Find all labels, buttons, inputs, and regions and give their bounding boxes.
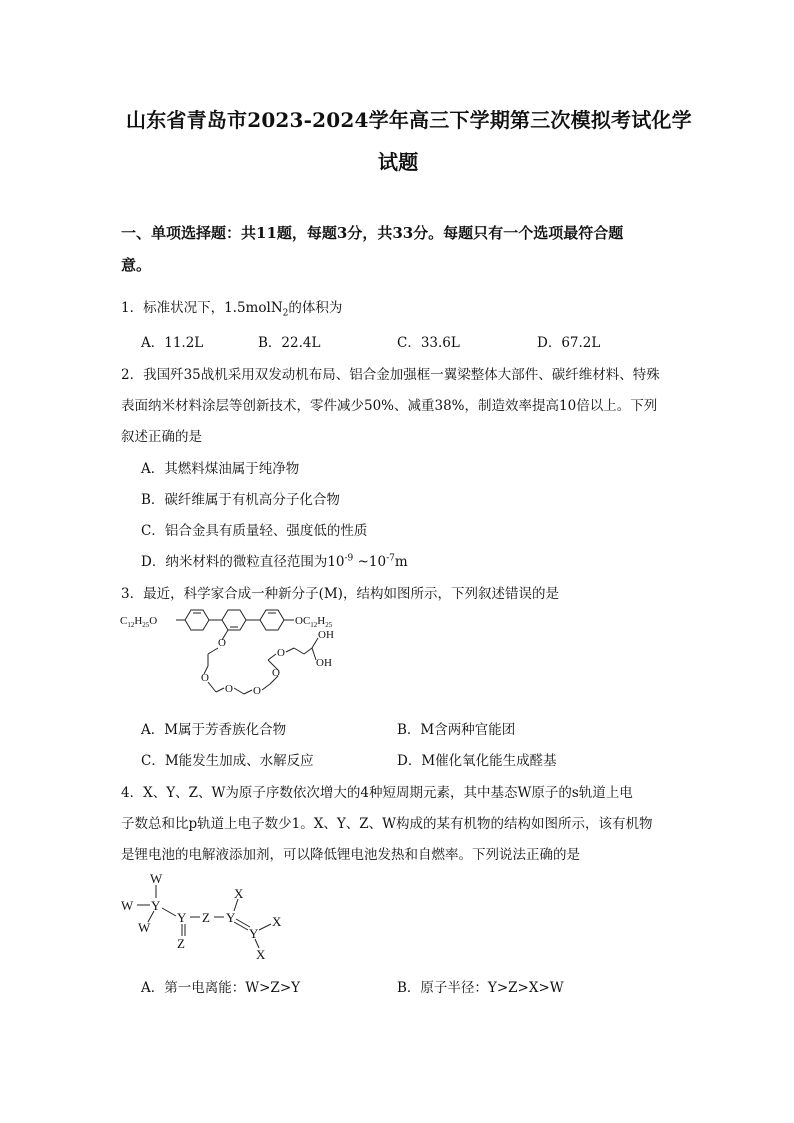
question-2-option-b: B．碳纤维属于有机高分子化合物 [141, 492, 340, 508]
atom-w: W [121, 898, 134, 913]
ether-oxygen-label: O [201, 672, 209, 684]
question-1-option-c: C．33.6L [397, 335, 460, 351]
question-3-option-d: D．M催化氧化能生成醛基 [397, 753, 557, 769]
question-4-option-b: B．原子半径：Y>Z>X>W [397, 980, 564, 996]
atom-y: Y [249, 926, 259, 941]
question-2-option-d: D．纳米材料的微粒直径范围为$10^{-9}$ $\sim 10^{-7}m$ [141, 553, 408, 570]
atom-x: X [234, 886, 244, 901]
question-3-option-b: B．M含两种官能团 [397, 722, 516, 738]
question-2-stem-line3: 叙述正确的是 [121, 429, 202, 445]
question-4-stem-line3: 是锂电池的电解液添加剂，可以降低锂电池发热和自燃率。下列说法正确的是 [121, 847, 580, 863]
hydroxyl-label-1: OH [318, 629, 334, 641]
question-2-stem-line2: 表面纳米材料涂层等创新技术，零件减少50%、减重38%，制造效率提高10倍以上。下列 [121, 398, 658, 414]
question-4-stem-line1: 4．X、Y、Z、W为原子序数依次增大的4种短周期元素，其中基态W原子的s轨道上电 [121, 785, 633, 801]
question-2-option-c: C．铝合金具有质量轻、强度低的性质 [141, 523, 368, 539]
question-1-option-b: B．22.4L [258, 335, 321, 351]
atom-z: Z [177, 936, 185, 951]
atom-w: W [138, 920, 151, 935]
left-alkyl-group: $C_{12}H_{25}O$ [120, 615, 158, 629]
question-1-option-d: D．67.2L [537, 335, 601, 351]
question-1-option-a: A．11.2L [141, 335, 204, 351]
ether-oxygen-label: O [218, 637, 226, 649]
ether-oxygen-label: O [277, 647, 285, 659]
question-4-option-a: A．第一电离能：W>Z>Y [141, 980, 301, 996]
question-2-option-a: A．其燃料煤油属于纯净物 [141, 461, 300, 477]
atom-x: X [272, 914, 282, 929]
question-1-stem: 1．标准状况下，1.5molN$_2$的体积为 [121, 300, 343, 319]
atom-y: Y [151, 898, 161, 913]
section-heading: 一、单项选择题：共11题，每题3分，共33分。每题只有一个选项最符合题 [121, 224, 624, 242]
right-alkoxy-group: $OC_{12}H_{25}$ [295, 615, 333, 629]
hydroxyl-label-2: OH [316, 657, 332, 669]
organic-molecule-structure [116, 868, 296, 960]
ether-oxygen-label: O [272, 667, 280, 679]
ether-oxygen-label: O [253, 685, 261, 697]
page-title-line2: 试题 [378, 150, 419, 174]
question-2-stem-line1: 2．我国歼35战机采用双发动机布局、铝合金加强框一翼梁整体大部件、碳纤维材料、特殊 [121, 367, 660, 383]
section-heading-line2: 意。 [121, 256, 152, 274]
page-title: 山东省青岛市2023-2024学年高三下学期第三次模拟考试化学 [126, 108, 692, 132]
atom-z: Z [202, 910, 210, 925]
molecule-m-structure [116, 604, 376, 708]
question-3-option-a: A．M属于芳香族化合物 [141, 722, 287, 738]
atom-x: X [256, 947, 266, 960]
question-3-stem: 3．最近，科学家合成一种新分子(M)，结构如图所示，下列叙述错误的是 [121, 586, 559, 602]
ether-oxygen-label: O [225, 683, 233, 695]
atom-w: W [150, 871, 163, 886]
atom-y: Y [177, 910, 187, 925]
question-4-stem-line2: 子数总和比p轨道上电子数少1。X、Y、Z、W构成的某有机物的结构如图所示，该有机物 [121, 816, 653, 832]
atom-y: Y [226, 910, 236, 925]
question-3-option-c: C．M能发生加成、水解反应 [141, 753, 314, 769]
